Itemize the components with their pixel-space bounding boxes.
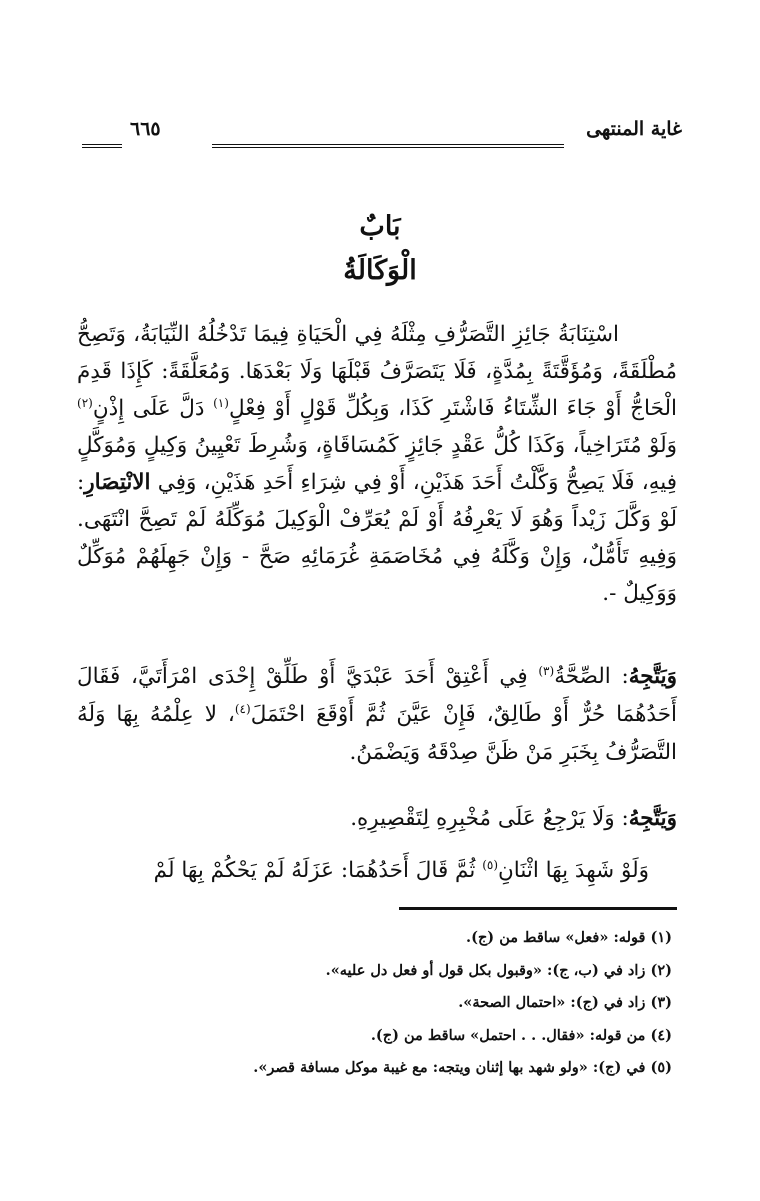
- paragraph-yattajih-2: [77, 800, 677, 838]
- header-rule-short: [82, 144, 122, 148]
- footnote-2: (٢) زاد في (ب، ج): «وقبول بكل قول أو فعل دل عليه».: [325, 961, 672, 979]
- book-title: غاية المنتهى: [586, 118, 682, 140]
- text-run: اسْتِنَابَةُ جَائِزِ التَّصَرُّفِ مِثْلَهُ فِي الْحَيَاةِ فِيمَا تَدْخُلُهُ النِّيَابَةُ، وَتَصِحُّ مُطْلَقَةً، وَمُؤَقَّتَةً بِمُدَّةٍ، فَلَا يَتَصَرَّفُ قَبْلَهَا وَلَا بَعْدَهَا. وَمُعَلَّقَةً: كَإِذَا قَدِمَ الْحَاجُّ أَوْ جَاءَ الشِّتَاءُ فَاشْتَرِ كَذَا، وَبِكُلِّ قَوْلٍ أَوْ فِعْلٍ: [77, 322, 677, 421]
- footnote-5: (٥) في (ج): «ولو شهد بها إثنان ويتجه: مع غيبة موكل مسافة قصر».: [253, 1059, 672, 1076]
- lead-word: وَيَتَّجِهُ: [628, 664, 678, 689]
- text-run: فِي أَعْتِقْ أَحَدَ عَبْدَيَّ أَوْ طَلِّقْ إِحْدَى امْرَأَتَيَّ، فَقَالَ أَحَدُهُمَا حُرٌّ أَوْ طَالِقٌ، فَإِنْ عَيَّنَ ثُمَّ أَوْقَعَ احْتَمَلَ: [77, 664, 677, 727]
- footnote-ref-3: (٣): [538, 663, 555, 678]
- text-run: وَلَوْ شَهِدَ بِهَا اثْنَانِ: [498, 858, 649, 883]
- paragraph-testimony: [77, 852, 677, 890]
- footnote-separator: [399, 907, 677, 910]
- header-rule-long: [212, 144, 564, 148]
- paragraph-yattajih-1: [77, 658, 677, 772]
- text-run: وَلَوْ مُتَرَاخِياً، وَكَذَا كُلُّ عَقْدٍ جَائِزٍ كَمُسَاقَاةٍ، وَشُرِطَ تَعْيِينُ وَكِيلٍ وَمُوَكَّلٍ فِيهِ، فَلَا يَصِحُّ وَكَّلْتُ أَحَدَ هَذَيْنِ، أَوْ فِي شِرَاءِ أَحَدِ هَذَيْنِ، وَفِي: [77, 433, 677, 495]
- bold-term-intisar: الانْتِصَارِ: [84, 470, 151, 495]
- lead-word: وَيَتَّجِهُ: [628, 806, 677, 831]
- footnote-ref-5: (٥): [482, 857, 499, 872]
- footnote-1: (١) قوله: «فعل» ساقط من (ج).: [466, 929, 672, 946]
- chapter-label: بَابٌ: [359, 211, 401, 242]
- chapter-heading: [0, 205, 760, 293]
- text-run: ثُمَّ قَالَ أَحَدُهُمَا: عَزَلَهُ لَمْ يَحْكُمْ بِهَا لَمْ: [153, 858, 483, 883]
- text-run: ، لا عِلْمُهُ بِهَا وَلَهُ التَّصَرُّفُ بِخَبَرِ مَنْ ظَنَّ صِدْقَهُ وَيَضْمَنُ.: [77, 702, 677, 765]
- text-run: : الصِّحَّةُ: [554, 664, 629, 689]
- chapter-title: الْوَكَالَةُ: [343, 255, 417, 286]
- text-run: دَلَّ عَلَى إِذْنٍ: [92, 396, 214, 421]
- footnote-4: (٤) من قوله: «فقال. . . احتمل» ساقط من (ج).: [370, 1026, 672, 1044]
- text-run: : لَوْ وَكَّلَ زَيْداً وَهُوَ لَا يَعْرِفُهُ أَوْ لَمْ يُعَرِّفْ الْوَكِيلَ مُوَكِّلَهُ لَمْ تَصِحَّ انْتَهَى. وَفِيهِ تَأَمُّلٌ، وَإِنْ وَكَّلَهُ فِي مُخَاصَمَةِ غُرَمَائِهِ صَحَّ - وَإِنْ جَهِلَهُمْ مُوَكِّلٌ وَوَكِيلٌ -.: [77, 470, 677, 606]
- page-number: ٦٦٥: [130, 118, 161, 140]
- footnote-3: (٣) زاد في (ج): «احتمال الصحة».: [458, 994, 672, 1011]
- paragraph-definition: [77, 316, 677, 612]
- footnote-ref-1: (١): [213, 395, 229, 410]
- text-run: : وَلَا يَرْجِعُ عَلَى مُخْبِرِهِ لِتَقْصِيرِهِ.: [350, 806, 629, 831]
- footnote-ref-4: (٤): [234, 701, 251, 716]
- footnote-ref-2: (٢): [77, 395, 93, 410]
- running-header: [82, 118, 682, 158]
- footnotes: [82, 922, 672, 1085]
